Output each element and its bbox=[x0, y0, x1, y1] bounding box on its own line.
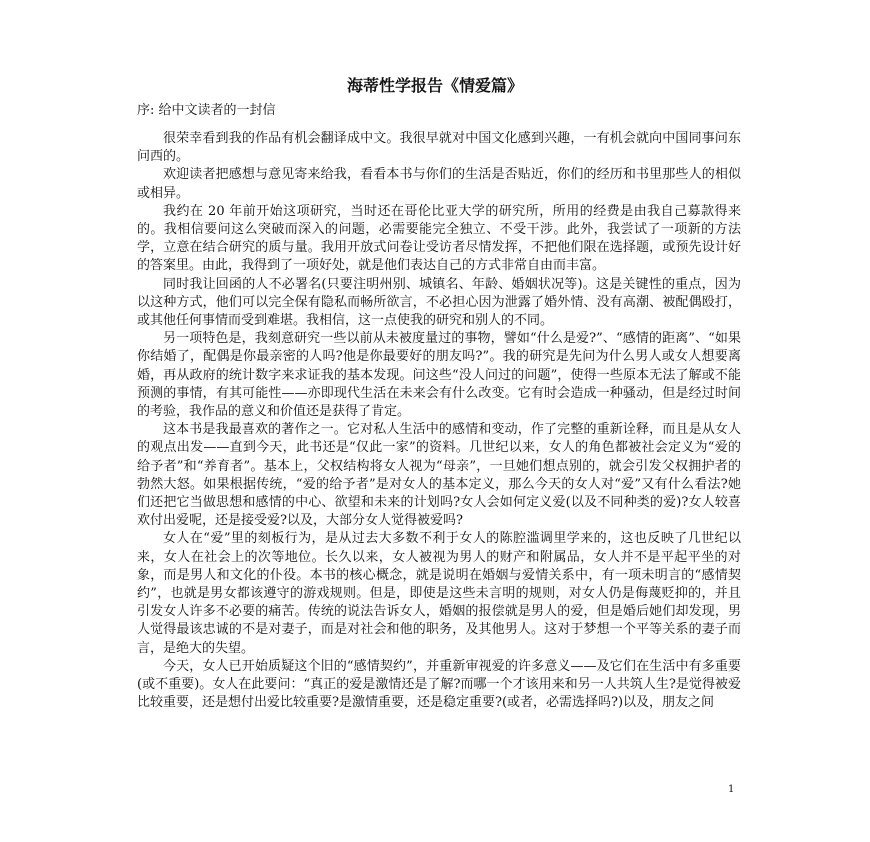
paragraph: 欢迎读者把感想与意见寄来给我，看看本书与你们的生活是否贴近，你们的经历和书里那些人的相似或相异。 bbox=[137, 167, 741, 201]
paragraph: 这本书是我最喜欢的著作之一。它对私人生活中的感情和变动，作了完整的重新诠释，而且是从女人的观点出发——直到今天，此书还是“仅此一家”的资料。几世纪以来，女人的角色都被社会定义为“爱的给予者”和“养育者”。基本上，父权结构将女人视为“母亲”，一旦她们想点别的，就会引发父权拥护者的勃然大怒。如果根据传统，“爱的给予者”是对女人的基本定义，那么今天的女人对“爱”又有什么看法?她们还把它当做思想和感情的中心、欲望和未来的计划吗?女人会如何定义爱(以及不同种类的爱)?女人较喜欢付出爱呢，还是接受爱?以及，大部分女人觉得被爱吗? bbox=[137, 422, 741, 529]
paragraph: 今天，女人已开始质疑这个旧的“感情契约”，并重新审视爱的许多意义——及它们在生活中有多重要(或不重要)。女人在此要问：“真正的爱是激情还是了解?而哪一个才该用来和另一人共筑人生?是觉得被爱比较重要，还是想付出爱比较重要?是激情重要，还是稳定重要?(或者，必需选择吗?)以及，朋友之间 bbox=[137, 658, 741, 711]
document-subtitle: 序: 给中文读者的一封信 bbox=[137, 103, 276, 118]
paragraph: 很荣幸看到我的作品有机会翻译成中文。我很早就对中国文化感到兴趣，一有机会就向中国同事问东问西的。 bbox=[137, 131, 741, 165]
paragraph: 另一项特色是，我刻意研究一些以前从未被度量过的事物，譬如“什么是爱?”、“感情的距离”、“如果你结婚了，配偶是你最亲密的人吗?他是你最要好的朋友吗?”。我的研究是先问为什么男人或女人想要离婚，再从政府的统计数字来求证我的基本发现。问这些“没人问过的问题”，使得一些原本无法了解或不能预测的事情，有其可能性——亦即现代生活在未来会有什么改变。它有时会造成一种骚动，但是经过时间的考验，我作品的意义和价值还是获得了肯定。 bbox=[137, 331, 741, 420]
page-number: 1 bbox=[728, 784, 735, 795]
paragraph: 我约在 20 年前开始这项研究，当时还在哥伦比亚大学的研究所，所用的经费是由我自己募款得来的。我相信要问这么突破而深入的问题，必需要能完全独立、不受干涉。此外，我尝试了一项新的方法学，立意在结合研究的质与量。我用开放式问卷让受访者尽情发挥，不把他们限在选择题，或预先设计好的答案里。由此，我得到了一项好处，就是他们表达自己的方式非常自由而丰富。 bbox=[137, 203, 741, 274]
document-title: 海蒂性学报告《情爱篇》 bbox=[346, 76, 523, 95]
paragraph: 同时我让回函的人不必署名(只要注明州别、城镇名、年龄、婚姻状况等)。这是关键性的重点，因为以这种方式，他们可以完全保有隐私而畅所欲言，不必担心因为泄露了婚外情、没有高潮、被配偶殴打，或其他任何事情而受到难堪。我相信，这一点使我的研究和别人的不同。 bbox=[137, 276, 741, 329]
document-body bbox=[137, 130, 741, 713]
paragraph: 女人在“爱”里的刻板行为，是从过去大多数不利于女人的陈腔滥调里学来的，这也反映了几世纪以来，女人在社会上的次等地位。长久以来，女人被视为男人的财产和附属品，女人并不是平起平坐的对象，而是男人和文化的仆役。本书的核心概念，就是说明在婚姻与爱情关系中，有一项未明言的“感情契约”，也就是男女都该遵守的游戏规则。但是，即使是这些未言明的规则，对女人仍是侮蔑贬抑的，并且引发女人许多不必要的痛苦。传统的说法告诉女人，婚姻的报偿就是男人的爱，但是婚后她们却发现，男人觉得最该忠诚的不是对妻子，而是对社会和他的职务，及其他男人。这对于梦想一个平等关系的妻子而言，是绝大的失望。 bbox=[137, 531, 741, 656]
